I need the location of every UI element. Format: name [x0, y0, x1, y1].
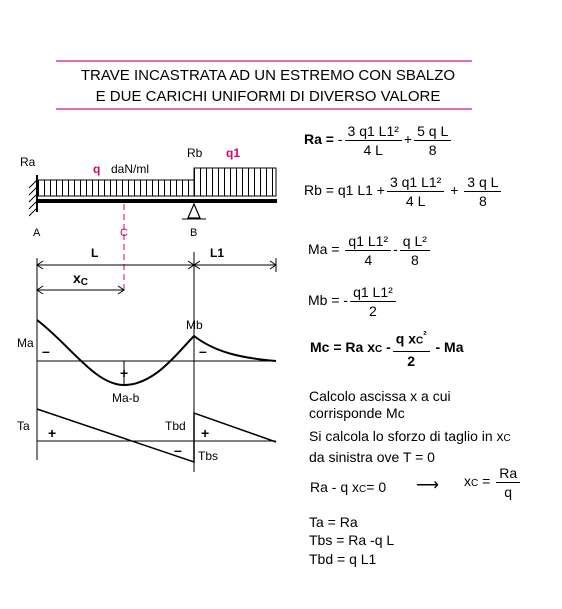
formula-ra: Ra = - $\frac{\text{3 q1 L1²}}{4 L}$ + $\frac{\text{5 q L}}{8}$ — [304, 123, 453, 158]
sign-plus-shear-left: + — [48, 425, 57, 441]
load-q — [38, 180, 194, 196]
label-mb: Mb — [186, 318, 203, 332]
label-ma-b: Ma-b — [112, 391, 140, 405]
label-load-unit: daN/ml — [111, 162, 150, 176]
text-sforzo: Si calcola lo sforzo di taglio in xC — [309, 428, 511, 444]
label-rb: Rb — [187, 146, 203, 160]
text-calcolo: Calcolo ascissa x a cui — [309, 388, 451, 404]
label-point-a: A — [33, 227, 41, 239]
sign-minus-shear: – — [174, 442, 182, 458]
sign-minus-left: – — [42, 343, 50, 359]
fixed-support — [29, 175, 37, 216]
formula-mb: Mb = - $\frac{\text{q1 L1²}}{2}$ — [308, 284, 398, 319]
text-tbd: Tbd = q L1 — [309, 551, 377, 567]
label-dim-xc: xC — [73, 270, 89, 288]
label-point-b: B — [190, 227, 198, 239]
text-corrisponde: corrisponde Mc — [309, 405, 405, 421]
title-line-2: E DUE CARICHI UNIFORMI DI DIVERSO VALORE — [95, 88, 441, 105]
label-q: q — [93, 162, 101, 176]
label-dim-l: L — [91, 246, 99, 260]
sign-plus-shear-right: + — [201, 425, 210, 441]
label-tbd: Tbd — [165, 419, 186, 433]
sign-minus-right: – — [199, 343, 207, 359]
text-tbs: Tbs = Ra -q L — [309, 532, 395, 548]
label-ta: Ta — [17, 419, 30, 433]
arrow-icon: ⟶ — [416, 477, 439, 494]
text-sinistra: da sinistra ove T = 0 — [309, 449, 435, 465]
formula-rb: Rb = q1 L1 + $\frac{\text{3 q1 L1²}}{4 L}$ + $\frac{\text{3 q L}}{8}$ — [304, 174, 503, 209]
equation-ra-qxc: Ra - q xC= 0 — [310, 479, 387, 495]
equation-xc: xC = $\frac{Ra}{q}$ — [464, 465, 522, 500]
shear-line — [37, 409, 276, 462]
moment-curve — [37, 320, 276, 385]
sign-plus-moment: + — [120, 365, 129, 381]
title-line-1: TRAVE INCASTRATA AD UN ESTREMO CON SBALZO — [80, 67, 456, 84]
formula-ma: Ma = $\frac{\text{q1 L1²}}{4}$ - $\frac{\text{q L²}}{8}$ — [308, 233, 432, 268]
dimension-line — [37, 261, 276, 269]
text-ta: Ta = Ra — [309, 514, 358, 530]
load-q1 — [194, 168, 276, 196]
label-point-c: C — [120, 227, 128, 239]
support-b — [188, 204, 200, 218]
label-ma: Ma — [17, 336, 34, 350]
formula-mc: Mc = Ra xC - $\frac{q xC^{^2}}{2}$ - Ma — [310, 330, 464, 369]
label-dim-l1: L1 — [210, 246, 225, 260]
label-q1: q1 — [226, 146, 241, 160]
label-tbs: Tbs — [198, 449, 219, 463]
label-ra: Ra — [20, 155, 36, 169]
